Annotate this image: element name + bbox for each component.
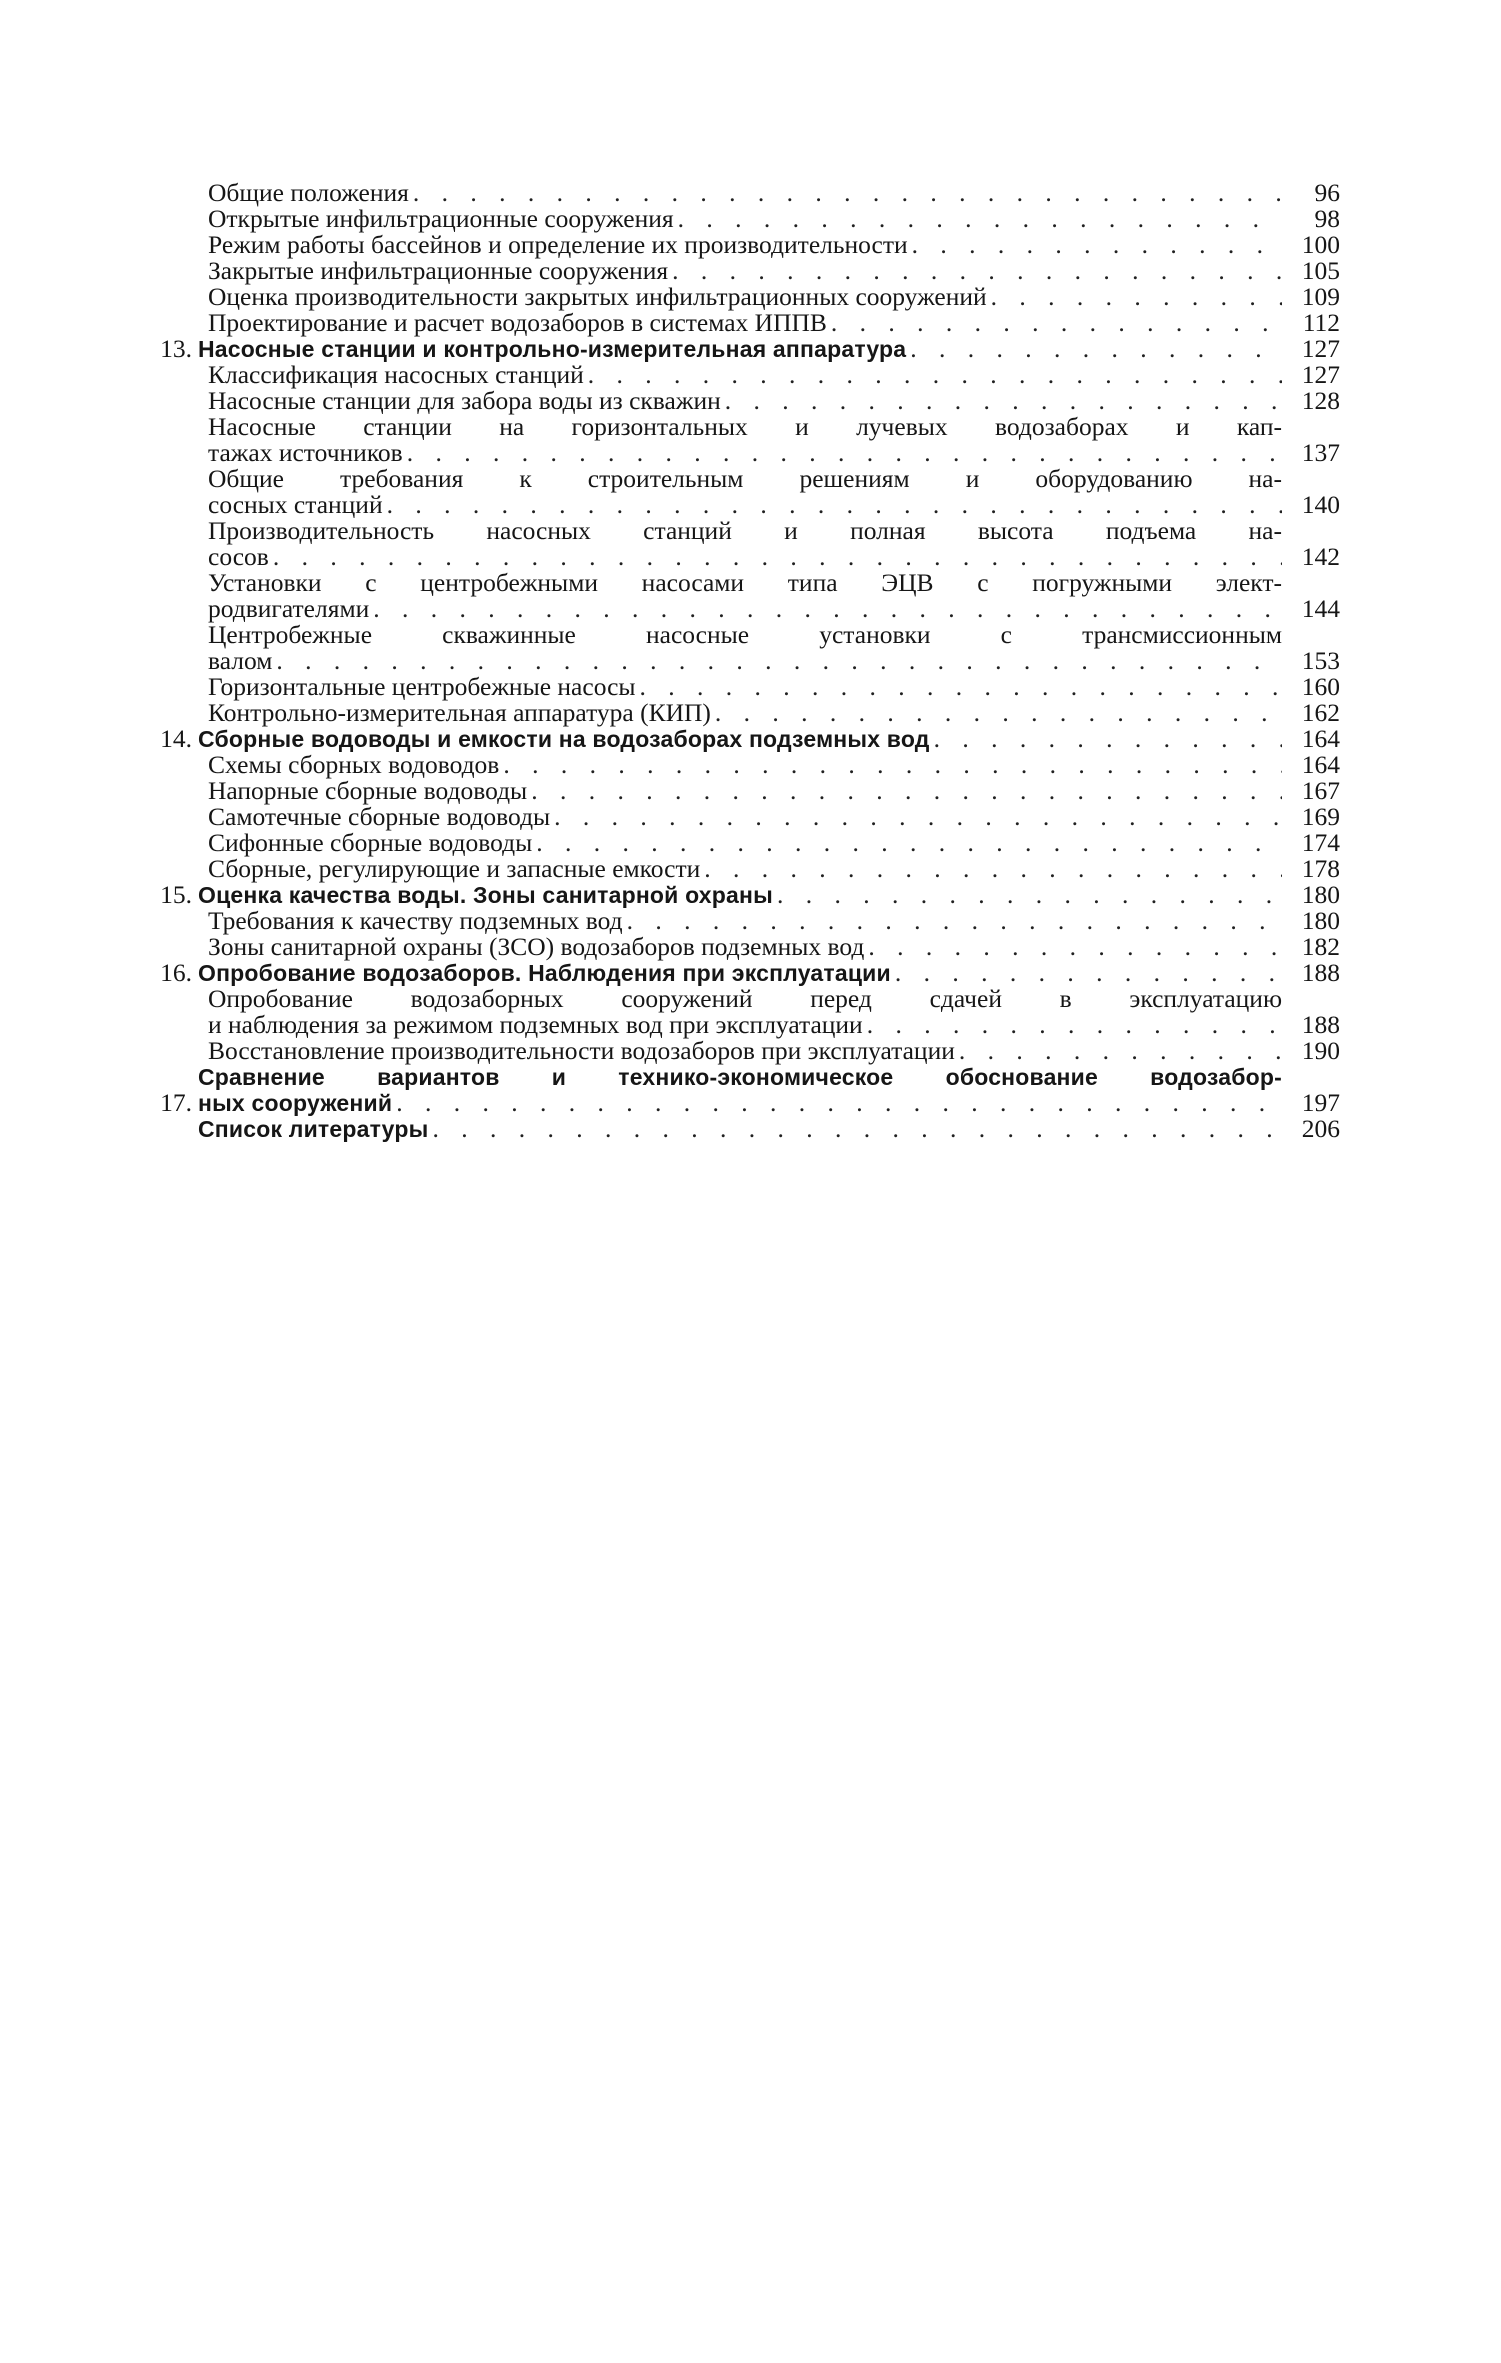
toc-entry-title: Сборные водоводы и емкости на водозаборах подземных вод <box>198 726 930 752</box>
toc-entry-text <box>198 232 1282 258</box>
toc-entry-row <box>150 830 1340 856</box>
toc-entry-line <box>208 232 1282 258</box>
dot-leader <box>711 700 1282 726</box>
toc-entry-text <box>198 700 1282 726</box>
page-number: 178 <box>1301 854 1340 883</box>
toc-entry-title: Требования к качеству подземных вод <box>208 906 623 935</box>
toc-entry-text <box>198 258 1282 284</box>
toc-entry-title: Опробование водозаборов. Наблюдения при эксплуатации <box>198 960 891 986</box>
toc-entry-text <box>198 726 1282 752</box>
page-number: 144 <box>1301 594 1340 623</box>
toc-entry-text <box>198 830 1282 856</box>
toc-entry-title: родвигателями <box>208 594 370 623</box>
toc-entry-row <box>150 674 1340 700</box>
toc-entry-title: Режим работы бассейнов и определение их производительности <box>208 230 908 259</box>
dot-leader <box>369 596 1282 622</box>
dot-leader <box>668 258 1282 284</box>
toc-entry-text <box>198 336 1282 362</box>
toc-entry-row <box>150 206 1340 232</box>
dot-leader <box>773 882 1282 908</box>
dot-leader <box>269 544 1282 570</box>
dot-leader <box>499 752 1282 778</box>
dot-leader <box>428 1116 1282 1142</box>
toc-entry-text <box>198 856 1282 882</box>
page-number: 197 <box>1301 1088 1340 1117</box>
page-number: 162 <box>1301 698 1340 727</box>
dot-leader <box>863 1012 1282 1038</box>
toc-entry-text <box>198 518 1282 570</box>
toc-entry-title: Оценка производительности закрытых инфильтрационных сооружений <box>208 282 987 311</box>
toc-entry-line <box>208 830 1282 856</box>
toc-entry-text <box>198 310 1282 336</box>
toc-entry-text <box>198 752 1282 778</box>
dot-leader <box>674 206 1282 232</box>
toc-entry-row <box>150 284 1340 310</box>
toc-chapter-row <box>150 336 1340 362</box>
dot-leader <box>827 310 1282 336</box>
toc-entry-title: ных сооружений <box>198 1090 393 1116</box>
toc-entry-text <box>198 466 1282 518</box>
toc-entry-text <box>198 362 1282 388</box>
toc-entry-row <box>150 388 1340 414</box>
toc-entry-title: Общие положения <box>208 178 409 207</box>
toc-chapter-row <box>150 1116 1340 1142</box>
toc-entry-title: валом <box>208 646 273 675</box>
page-number: 98 <box>1314 204 1340 233</box>
toc-entry-title: Самотечные сборные водоводы <box>208 802 551 831</box>
dot-leader <box>636 674 1282 700</box>
dot-leader <box>623 908 1282 934</box>
toc-entry-line <box>198 960 1282 986</box>
toc-entry-text <box>198 570 1282 622</box>
toc-entry-row <box>150 1038 1340 1064</box>
toc-entry-text <box>198 778 1282 804</box>
toc-entry-text <box>198 934 1282 960</box>
toc-entry-title: Список литературы <box>198 1116 429 1142</box>
toc-entry-text <box>198 622 1282 674</box>
page-number: 206 <box>1301 1114 1340 1143</box>
toc-entry-line <box>208 258 1282 284</box>
page-number: 128 <box>1301 386 1340 415</box>
toc-entry-title: Зоны санитарной охраны (ЗСО) водозаборов подземных вод <box>208 932 865 961</box>
toc-entry-text <box>198 804 1282 830</box>
toc-entry-line <box>208 648 1282 674</box>
dot-leader <box>584 362 1282 388</box>
toc-entry-row <box>150 310 1340 336</box>
chapter-number: 17. <box>160 1088 192 1117</box>
toc-entry-text <box>198 882 1282 908</box>
page-number: 167 <box>1301 776 1340 805</box>
dot-leader <box>403 440 1282 466</box>
page-number: 169 <box>1301 802 1340 831</box>
toc-entry-text <box>198 986 1282 1038</box>
page-number: 127 <box>1301 360 1340 389</box>
toc-entry-text <box>198 960 1282 986</box>
toc-entry-row <box>150 180 1340 206</box>
toc-entry-title: Сифонные сборные водоводы <box>208 828 533 857</box>
toc-entry-title: Открытые инфильтрационные сооружения <box>208 204 674 233</box>
toc-entry-text <box>198 388 1282 414</box>
dot-leader <box>532 830 1282 856</box>
toc-entry-title: Закрытые инфильтрационные сооружения <box>208 256 669 285</box>
chapter-number: 13. <box>160 334 192 363</box>
toc-entry-title-line: Насосные станции на горизонтальных и лучевых водозаборах и кап- <box>208 412 1282 441</box>
toc-entry-line <box>198 1116 1282 1142</box>
toc-entry-title: сосных станций <box>208 490 383 519</box>
page-number: 140 <box>1301 490 1340 519</box>
page-number: 164 <box>1301 724 1340 753</box>
toc-entry-title: Контрольно-измерительная аппаратура (КИП) <box>208 698 711 727</box>
chapter-number: 15. <box>160 880 192 909</box>
toc-entry-line <box>208 700 1282 726</box>
toc-entry-text <box>198 284 1282 310</box>
toc-entry-row <box>150 908 1340 934</box>
page-number: 109 <box>1301 282 1340 311</box>
toc-entry-line <box>208 752 1282 778</box>
dot-leader <box>409 180 1282 206</box>
page-number: 180 <box>1301 880 1340 909</box>
toc-entry-line <box>208 310 1282 336</box>
toc-entry-title-line: Опробование водозаборных сооружений перед сдачей в эксплуатацию <box>208 984 1282 1013</box>
page-number: 174 <box>1301 828 1340 857</box>
page-number: 190 <box>1301 1036 1340 1065</box>
toc-entry-row <box>150 518 1340 570</box>
toc-entry-line <box>198 1090 1282 1116</box>
dot-leader <box>700 856 1282 882</box>
toc-entry-title: и наблюдения за режимом подземных вод при эксплуатации <box>208 1010 863 1039</box>
toc-entry-row <box>150 778 1340 804</box>
toc-entry-title: Схемы сборных водоводов <box>208 750 500 779</box>
toc-entry-title: Сборные, регулирующие и запасные емкости <box>208 854 701 883</box>
toc-entry-row <box>150 700 1340 726</box>
dot-leader <box>955 1038 1282 1064</box>
toc-entry-line <box>208 1012 1282 1038</box>
toc-entry-title: Восстановление производительности водозаборов при эксплуатации <box>208 1036 955 1065</box>
toc-entry-row <box>150 466 1340 518</box>
toc-entry-text <box>198 1064 1282 1116</box>
toc-chapter-row <box>150 882 1340 908</box>
page-number: 100 <box>1301 230 1340 259</box>
toc-chapter-row <box>150 726 1340 752</box>
dot-leader <box>392 1090 1282 1116</box>
dot-leader <box>721 388 1282 414</box>
toc-entry-line <box>208 934 1282 960</box>
toc-entry-line <box>208 908 1282 934</box>
toc-entry-row <box>150 856 1340 882</box>
toc-entry-row <box>150 752 1340 778</box>
toc-entry-line <box>208 544 1282 570</box>
toc-entry-line <box>208 1038 1282 1064</box>
dot-leader <box>864 934 1282 960</box>
page-number: 180 <box>1301 906 1340 935</box>
page-number: 188 <box>1301 958 1340 987</box>
dot-leader <box>527 778 1282 804</box>
page-number: 153 <box>1301 646 1340 675</box>
toc-entry-text <box>198 206 1282 232</box>
toc-entry-text <box>198 1038 1282 1064</box>
toc-entry-title: Насосные станции для забора воды из скважин <box>208 386 721 415</box>
page-number: 160 <box>1301 672 1340 701</box>
toc-entry-title: Горизонтальные центробежные насосы <box>208 672 636 701</box>
toc-entry-title: сосов <box>208 542 269 571</box>
page-number: 188 <box>1301 1010 1340 1039</box>
page-number: 164 <box>1301 750 1340 779</box>
toc-entry-title-line: Производительность насосных станций и полная высота подъема на- <box>208 516 1282 545</box>
page-number: 127 <box>1301 334 1340 363</box>
page-number: 137 <box>1301 438 1340 467</box>
toc-chapter-row <box>150 960 1340 986</box>
chapter-number: 16. <box>160 958 192 987</box>
toc-entry-title-line: Центробежные скважинные насосные установки с трансмиссионным <box>208 620 1282 649</box>
toc-entry-title-line: Общие требования к строительным решениям и оборудованию на- <box>208 464 1282 493</box>
dot-leader <box>930 726 1282 752</box>
dot-leader <box>891 960 1282 986</box>
toc-entry-line <box>208 440 1282 466</box>
toc-entry-line <box>208 284 1282 310</box>
toc-entry-title: Насосные станции и контрольно-измерительная аппаратура <box>198 336 907 362</box>
toc-entry-title: Напорные сборные водоводы <box>208 776 528 805</box>
toc-entry-title: тажах источников <box>208 438 403 467</box>
toc-entry-title-line: Сравнение вариантов и технико-экономическое обоснование водозабор- <box>198 1064 1282 1090</box>
toc-entry-row <box>150 258 1340 284</box>
toc-entry-line <box>208 388 1282 414</box>
toc-entry-title: Проектирование и расчет водозаборов в системах ИППВ <box>208 308 827 337</box>
toc-entry-text <box>198 674 1282 700</box>
toc-entry-line <box>208 804 1282 830</box>
toc-entry-line <box>208 492 1282 518</box>
toc-entry-line <box>208 206 1282 232</box>
page-number: 105 <box>1301 256 1340 285</box>
toc-entry-title-line: Установки с центробежными насосами типа ЭЦВ с погружными элект- <box>208 568 1282 597</box>
toc-entry-text <box>198 1116 1282 1142</box>
dot-leader <box>906 336 1282 362</box>
page-number: 182 <box>1301 932 1340 961</box>
toc-entry-line <box>208 362 1282 388</box>
toc-entry-line <box>198 726 1282 752</box>
toc-entry-line <box>208 856 1282 882</box>
dot-leader <box>550 804 1282 830</box>
toc-entry-title: Классификация насосных станций <box>208 360 584 389</box>
toc-entry-text <box>198 908 1282 934</box>
toc-entry-line <box>208 180 1282 206</box>
dot-leader <box>383 492 1282 518</box>
toc-entry-row <box>150 414 1340 466</box>
toc-entry-line <box>198 882 1282 908</box>
toc-entry-line <box>198 336 1282 362</box>
toc-entry-row <box>150 362 1340 388</box>
page-number: 96 <box>1314 178 1340 207</box>
table-of-contents <box>150 180 1340 1142</box>
toc-entry-text <box>198 180 1282 206</box>
toc-entry-text <box>198 414 1282 466</box>
toc-entry-line <box>208 596 1282 622</box>
toc-entry-title: Оценка качества воды. Зоны санитарной охраны <box>198 882 773 908</box>
toc-entry-row <box>150 622 1340 674</box>
dot-leader <box>908 232 1282 258</box>
toc-chapter-row <box>150 1064 1340 1116</box>
dot-leader <box>987 284 1282 310</box>
page-number: 142 <box>1301 542 1340 571</box>
toc-entry-row <box>150 804 1340 830</box>
dot-leader <box>272 648 1282 674</box>
page-number: 112 <box>1302 308 1340 337</box>
toc-entry-row <box>150 232 1340 258</box>
toc-entry-row <box>150 934 1340 960</box>
toc-entry-line <box>208 674 1282 700</box>
toc-entry-row <box>150 570 1340 622</box>
chapter-number: 14. <box>160 724 192 753</box>
toc-entry-line <box>208 778 1282 804</box>
toc-entry-row <box>150 986 1340 1038</box>
